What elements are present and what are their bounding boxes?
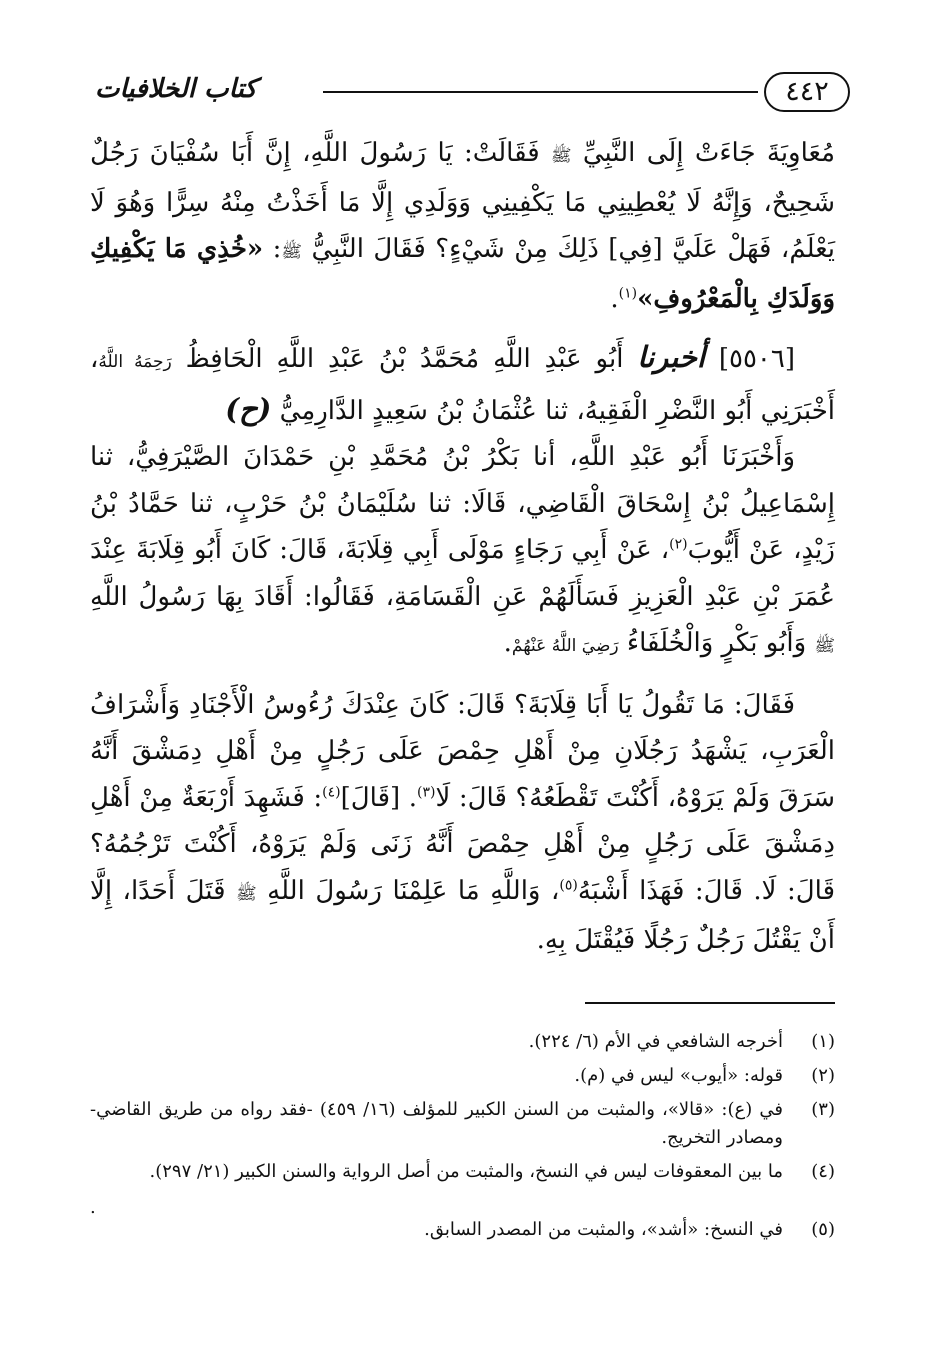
paragraph-second-isnad: وَأَخْبَرَنَا أَبُو عَبْدِ اللَّهِ، أنا بَكْرُ بْنُ مُحَمَّدِ بْنِ حَمْدَانَ الصَّيْرَفِيُّ، ثنا إِسْمَاعِيلُ بْنُ إِسْحَاقَ الْقَاضِي، قَالَا: ثنا سُلَيْمَانُ بْنُ حَرْبٍ، ثنا حَمَّادُ بْنُ زَيْدٍ، عَنْ أَيُّوبَ$^{(٢)}$، عَنْ أَبِي رَجَاءٍ مَوْلَى أَبِي قِلَابَةَ، قَالَ: كَانَ أَبُو قِلَابَةَ عِنْدَ عُمَرَ بْنِ عَبْدِ الْعَزِيزِ فَسَأَلَهُمْ عَنِ الْقَسَامَةِ، فَقَالُوا: أَقَادَ بِهَا رَسُولُ اللَّهِ ﷺ وَأَبُو بَكْرٍ وَالْخُلَفَاءُ رَضِيَ اللَّهُ عَنْهُمْ. xyxy=(90,442,835,658)
header-rule xyxy=(323,91,758,93)
footnote-item: (٤) ما بين المعقوفات ليس في النسخ، والمثبت من أصل الرواية والسنن الكبير (٢١/ ٢٩٧). xyxy=(149,1161,835,1182)
footnote-item: (٥) في النسخ: «أشد»، والمثبت من المصدر السابق. xyxy=(424,1219,835,1240)
prophetic-quote: «خُذِي مَا يَكْفِيكِ وَوَلَدَكِ بِالْمَعْرُوفِ» xyxy=(90,234,835,314)
salawat-mark: ﷺ xyxy=(551,146,572,166)
radiyallahu-mark: رَضِيَ اللَّهُ عَنْهُمْ xyxy=(511,636,619,656)
page-header xyxy=(95,62,850,120)
tahwil-mark: (ح) xyxy=(225,391,272,426)
footnote-item: (١) أخرجه الشافعي في الأم (٦/ ٢٢٤). xyxy=(528,1031,835,1052)
main-text xyxy=(90,130,835,964)
rahimahullah-mark: رَحِمَهُ اللَّهُ xyxy=(98,352,172,372)
salawat-mark: ﷺ xyxy=(814,636,835,656)
footnote-item: (٣) في (ع): «قالا»، والمثبت من السنن الكبير للمؤلف (١٦/ ٤٥٩) -فقد رواه من طريق القاضي- ومصادر التخريج. xyxy=(90,1099,835,1148)
footnote-ref: (١) xyxy=(618,284,638,301)
book-title: كتاب الخلافيات xyxy=(95,74,257,104)
paragraph-abu-qilaba: فَقَالَ: مَا تَقُولُ يَا أَبَا قِلَابَةَ؟ قَالَ: كَانَ عِنْدَكَ رُءُوسُ الْأَجْنَادِ وَأَشْرَافُ الْعَرَبِ، يَشْهَدُ رَجُلَانِ مِنْ أَهْلِ حِمْصَ عَلَى رَجُلٍ مِنْ أَهْلِ دِمَشْقَ أَنَّهُ سَرَقَ وَلَمْ يَرَوْهُ، أَكُنْتَ تَقْطَعُهُ؟ قَالَ: لَا$^{(٣)}$. [قَالَ]$^{(٤)}$: فَشَهِدَ أَرْبَعَةٌ مِنْ أَهْلِ دِمَشْقَ عَلَى رَجُلٍ مِنْ أَهْلِ حِمْصَ أَنَّهُ زَنَى وَلَمْ يَرَوْهُ، أَكُنْتَ تَرْجُمُهُ؟ قَالَ: لَا. قَالَ: فَهَذَا أَشْبَهُ$^{(٥)}$، وَاللَّهِ مَا عَلِمْنَا رَسُولَ اللَّهِ ﷺ قَتَلَ أَحَدًا، إِلَّا أَنْ يَقْتُلَ رَجُلٌ رَجُلًا فَيُقْتَلَ بِهِ. xyxy=(90,689,836,955)
footnote-ref: (٣) xyxy=(417,783,436,800)
paragraph-hadith-hind: مُعَاوِيَةَ جَاءَتْ إِلَى النَّبِيِّ ﷺ فَقَالَتْ: يَا رَسُولَ اللَّهِ، إِنَّ أَبَا سُفْيَانَ رَجُلٌ شَحِيحٌ، وَإِنَّهُ لَا يُعْطِينِي مَا يَكْفِينِي وَوَلَدِي إِلَّا مَا أَخَذْتُ مِنْهُ سِرًّا وَهُوَ لَا يَعْلَمُ، فَهَلْ عَلَيَّ [فِي] ذَلِكَ مِنْ شَيْءٍ؟ فَقَالَ النَّبِيُّ ﷺ: «خُذِي مَا يَكْفِيكِ وَوَلَدَكِ بِالْمَعْرُوفِ»$^{(١)}$. xyxy=(90,138,836,314)
page-number: ٤٤٢ xyxy=(764,72,850,112)
paragraph-isnad-5506: [٥٥٠٦] أخبرنا أَبُو عَبْدِ اللَّهِ مُحَمَّدُ بْنُ عَبْدِ اللَّهِ الْحَافِظُ رَحِمَهُ اللَّهُ، أَخْبَرَنِي أَبُو النَّضْرِ الْفَقِيهُ، ثنا عُثْمَانُ بْنُ سَعِيدٍ الدَّارِمِيُّ (ح) xyxy=(90,340,835,426)
stray-dot: . xyxy=(90,1197,96,1218)
salawat-mark: ﷺ xyxy=(236,883,257,904)
footnote-separator xyxy=(585,1002,835,1004)
footnotes xyxy=(90,1028,835,1250)
footnote-ref: (٤) xyxy=(322,783,341,800)
akhbarana-word: أخبرنا xyxy=(637,340,705,374)
footnote-item: (٢) قوله: «أيوب» ليس في (م). xyxy=(574,1065,835,1086)
footnote-ref: (٢) xyxy=(669,536,688,553)
salawat-mark: ﷺ xyxy=(281,242,302,262)
footnote-ref: (٥) xyxy=(559,876,578,893)
hadith-number: [٥٥٠٦] xyxy=(718,344,796,374)
